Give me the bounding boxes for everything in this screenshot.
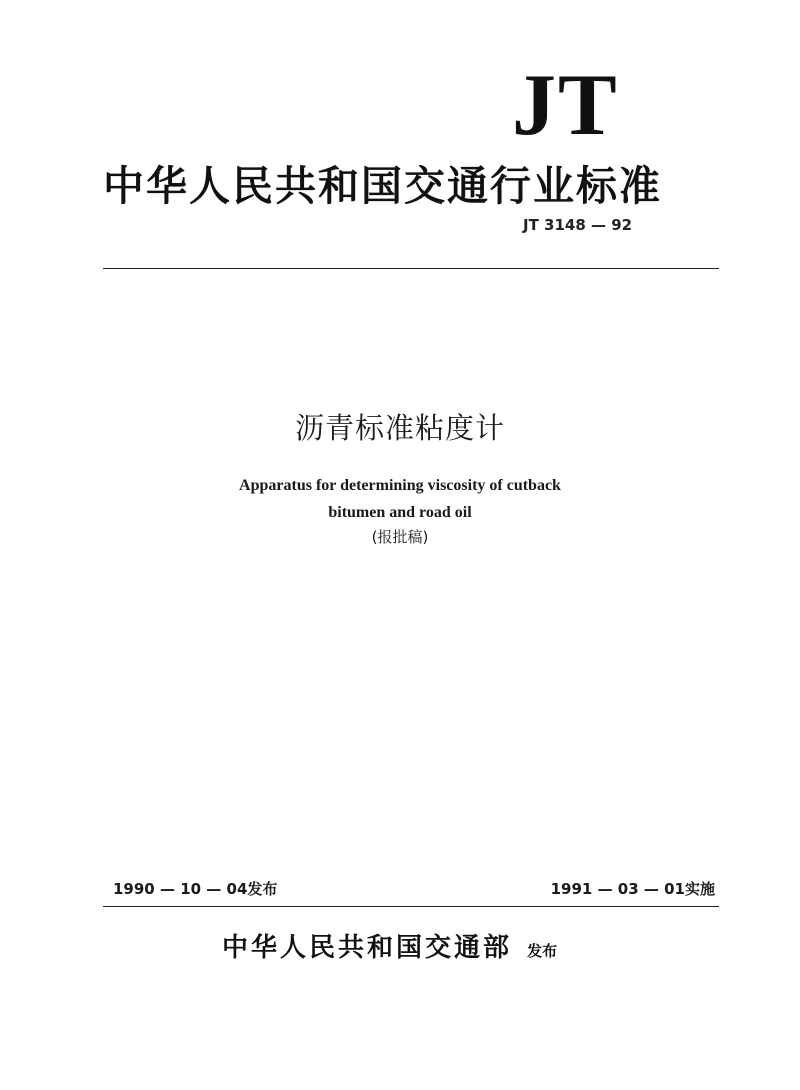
document-title-english-line1: Apparatus for determining viscosity of cutback <box>239 477 561 494</box>
issue-date: 1990 — 10 — 04发布 <box>113 880 278 898</box>
org-title: 中华人民共和国交通行业标准 <box>103 162 662 210</box>
document-title-chinese: 沥青标准粘度计 <box>294 411 505 445</box>
jt-mark: JT <box>512 57 619 154</box>
top-divider <box>103 268 719 269</box>
standard-number: JT 3148 — 92 <box>523 216 633 234</box>
document-title-english-line2: bitumen and road oil <box>328 504 472 521</box>
publisher-name: 中华人民共和国交通部 <box>222 933 513 963</box>
implementation-date: 1991 — 03 — 01实施 <box>550 880 715 898</box>
bottom-divider <box>103 906 719 907</box>
publisher-line <box>222 930 557 969</box>
draft-note: (报批稿) <box>371 528 429 546</box>
publisher-action: 发布 <box>527 942 558 960</box>
